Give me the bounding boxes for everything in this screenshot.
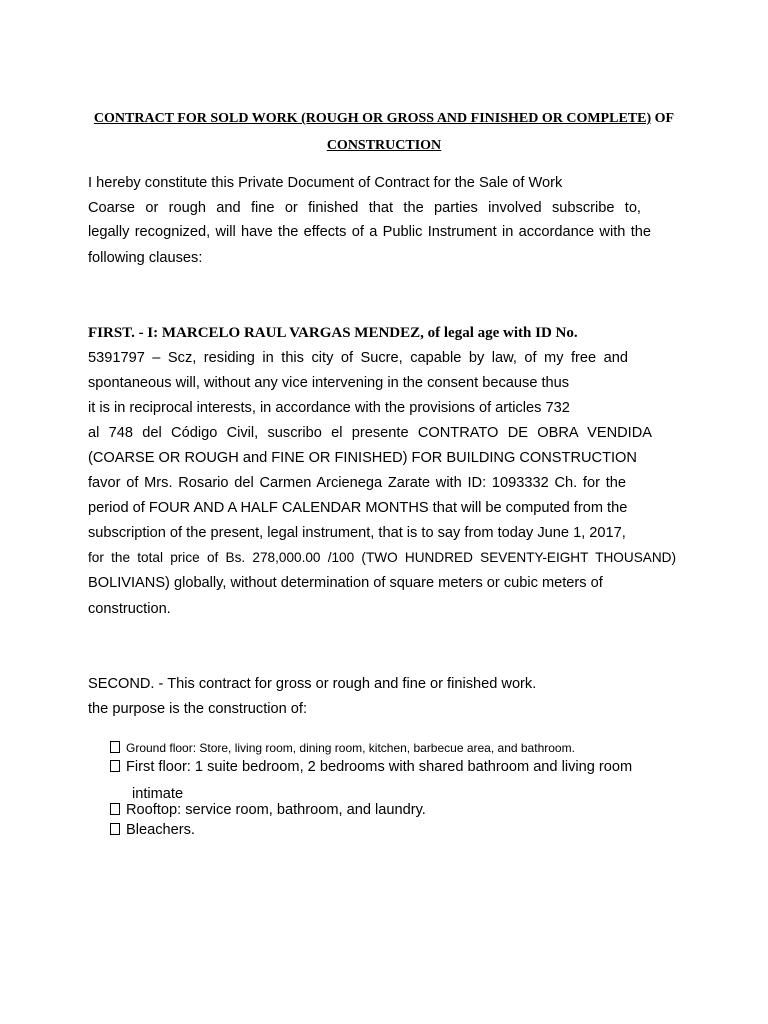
first-clause-line: al 748 del Código Civil, suscribo el presente CONTRATO DE OBRA VENDIDA [88,425,652,441]
first-clause-line: favor of Mrs. Rosario del Carmen Arcienega Zarate with ID: 1093332 Ch. for the [88,475,626,491]
list-item [110,821,195,839]
list-item-text: Bleachers. [126,822,195,838]
first-clause-line: 5391797 – Scz, residing in this city of Sucre, capable by law, of my free and [88,350,628,366]
list-item-text: Rooftop: service room, bathroom, and laundry. [126,802,426,818]
list-item-text: First floor: 1 suite bedroom, 2 bedrooms with shared bathroom and living room [126,759,633,775]
list-item [110,739,575,757]
contract-title-underlined: CONTRACT FOR SOLD WORK (ROUGH OR GROSS AND FINISHED OR COMPLETE) [93,111,652,126]
first-clause-line: construction. [88,601,171,617]
checkbox-glyph-icon [110,760,120,772]
first-clause-heading: FIRST. - I: MARCELO RAUL VARGAS MENDEZ, of legal age with ID No. [88,325,578,341]
list-item [110,758,632,776]
first-clause-line: period of FOUR AND A HALF CALENDAR MONTHS that will be computed from the [88,500,628,516]
intro-line-1: I hereby constitute this Private Document of Contract for the Sale of Work [88,175,563,191]
intro-line-3: legally recognized, will have the effects of a Public Instrument in accordance with the [88,224,651,240]
checkbox-glyph-icon [110,823,120,835]
contract-title-line2 [0,137,768,155]
contract-title-line2-text: CONSTRUCTION [326,138,442,153]
first-clause-line: (COARSE OR ROUGH and FINE OR FINISHED) FOR BUILDING CONSTRUCTION [88,450,637,466]
list-item [110,801,426,819]
second-clause-line-1: SECOND. - This contract for gross or rough and fine or finished work. [88,676,537,692]
first-clause-line: BOLIVIANS) globally, without determination of square meters or cubic meters of [88,575,603,591]
second-clause-line-2: the purpose is the construction of: [88,701,308,717]
first-clause-line: subscription of the present, legal instrument, that is to say from today June 1, 2017, [88,525,626,541]
contract-title-line1 [0,110,768,128]
intro-line-2: Coarse or rough and fine or finished that the parties involved subscribe to, [88,200,641,216]
first-clause-line: for the total price of Bs. 278,000.00 /100 (TWO HUNDRED SEVENTY-EIGHT THOUSAND) [88,550,676,565]
list-item-continuation: intimate [132,786,184,802]
first-clause-line: spontaneous will, without any vice intervening in the consent because thus [88,375,570,391]
contract-title-suffix: OF [651,111,675,126]
checkbox-glyph-icon [110,741,120,753]
first-clause-line: it is in reciprocal interests, in accordance with the provisions of articles 732 [88,400,570,416]
list-item-text: Ground floor: Store, living room, dining room, kitchen, barbecue area, and bathroom. [126,741,575,755]
intro-line-4: following clauses: [88,250,203,266]
checkbox-glyph-icon [110,803,120,815]
